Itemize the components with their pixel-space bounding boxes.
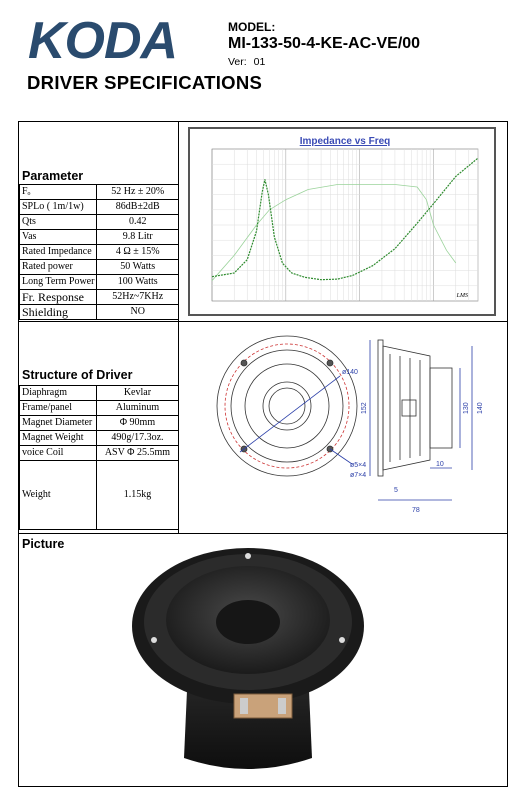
dim-label: 152 (361, 402, 368, 414)
struct-value: 490g/17.3oz. (96, 431, 178, 446)
mount-hole (245, 553, 251, 559)
param-value: 52 Hz ± 20% (97, 185, 179, 200)
param-label: Fr. Response (20, 290, 97, 305)
picture-title: Picture (22, 537, 65, 551)
parameter-title: Parameter (22, 169, 84, 183)
dim-label: ø7×4 (350, 472, 367, 479)
side-flange (378, 340, 383, 476)
param-label: Fₒ (20, 185, 97, 200)
struct-value: 1.15kg (96, 461, 178, 530)
table-row (20, 416, 179, 431)
dust-cap-inner (269, 388, 305, 424)
param-value: 52Hz~7KHz (97, 290, 179, 305)
table-row (20, 446, 179, 461)
dim-label: 5 (394, 487, 398, 494)
struct-label: voice Coil (20, 446, 97, 461)
mount-hole (241, 360, 247, 366)
table-row (20, 461, 179, 530)
struct-value: Kevlar (96, 386, 178, 401)
chart-corner-label: LMS (456, 293, 468, 299)
param-value: 4 Ω ± 15% (97, 245, 179, 260)
param-label: Rated power (20, 260, 97, 275)
model-value: MI-133-50-4-KE-AC-VE/00 (228, 35, 421, 52)
cone-edge (245, 364, 329, 448)
dim-label: 78 (412, 507, 420, 514)
frame-outline (217, 336, 357, 476)
param-value: 9.8 Litr (97, 230, 179, 245)
table-row (20, 431, 179, 446)
param-value: 86dB±2dB (97, 200, 179, 215)
version-label: Ver: (228, 56, 247, 68)
table-row (20, 290, 179, 305)
table-row (20, 386, 179, 401)
struct-label: Weight (20, 461, 97, 530)
dim-label: 10 (436, 461, 444, 468)
table-row (20, 275, 179, 290)
version (228, 56, 265, 68)
dim-label: ø140 (342, 369, 358, 376)
divider-2 (18, 533, 508, 534)
structure-title: Structure of Driver (22, 368, 133, 382)
param-value: NO (97, 305, 179, 320)
mount-hole (151, 637, 157, 643)
param-label: Qts (20, 215, 97, 230)
driver-photo (128, 548, 368, 780)
mount-hole (327, 360, 333, 366)
param-value: 0.42 (97, 215, 179, 230)
terminal (278, 698, 286, 714)
table-row (20, 215, 179, 230)
dim-label: ø5×4 (350, 462, 367, 469)
table-row (20, 185, 179, 200)
side-magnet (430, 368, 452, 448)
param-label: SPLo ( 1m/1w) (20, 200, 97, 215)
struct-label: Frame/panel (20, 401, 97, 416)
surround-outer (231, 350, 343, 462)
driver-drawing-svg (180, 324, 508, 532)
param-value: 50 Watts (97, 260, 179, 275)
dim-label: 130 (463, 402, 470, 414)
dust-cap (216, 600, 280, 644)
param-label: Vas (20, 230, 97, 245)
technical-drawing (180, 324, 508, 532)
terminal-block (402, 400, 416, 416)
struct-value: Φ 90mm (96, 416, 178, 431)
divider-1 (18, 321, 508, 322)
table-row (20, 245, 179, 260)
model-label: MODEL: (228, 20, 276, 34)
document-title: DRIVER SPECIFICATIONS (27, 72, 263, 93)
table-row (20, 401, 179, 416)
koda-logo (28, 12, 196, 70)
structure-table (19, 385, 179, 530)
struct-label: Magnet Weight (20, 431, 97, 446)
struct-label: Diaphragm (20, 386, 97, 401)
impedance-chart-svg (190, 129, 494, 314)
leader-line (330, 449, 352, 464)
table-row (20, 260, 179, 275)
struct-value: Aluminum (96, 401, 178, 416)
table-row (20, 200, 179, 215)
dimension-line (240, 376, 340, 452)
struct-label: Magnet Diameter (20, 416, 97, 431)
dim-label: 140 (477, 402, 484, 414)
table-row (20, 230, 179, 245)
chart-title: Impedance vs Freq (299, 136, 391, 147)
mount-hole (339, 637, 345, 643)
brand-logo-text: KODA (28, 12, 178, 70)
dust-cap (263, 382, 311, 430)
impedance-chart (188, 127, 496, 316)
param-label: Shielding (20, 305, 97, 320)
table-row (20, 305, 179, 320)
param-label: Rated Impedance (20, 245, 97, 260)
version-value: 01 (253, 56, 266, 68)
terminal (240, 698, 248, 714)
struct-value: ASV Φ 25.5mm (96, 446, 178, 461)
parameter-table (19, 184, 179, 320)
param-value: 100 Watts (97, 275, 179, 290)
driver-photo-svg (128, 548, 368, 780)
param-label: Long Term Power (20, 275, 97, 290)
